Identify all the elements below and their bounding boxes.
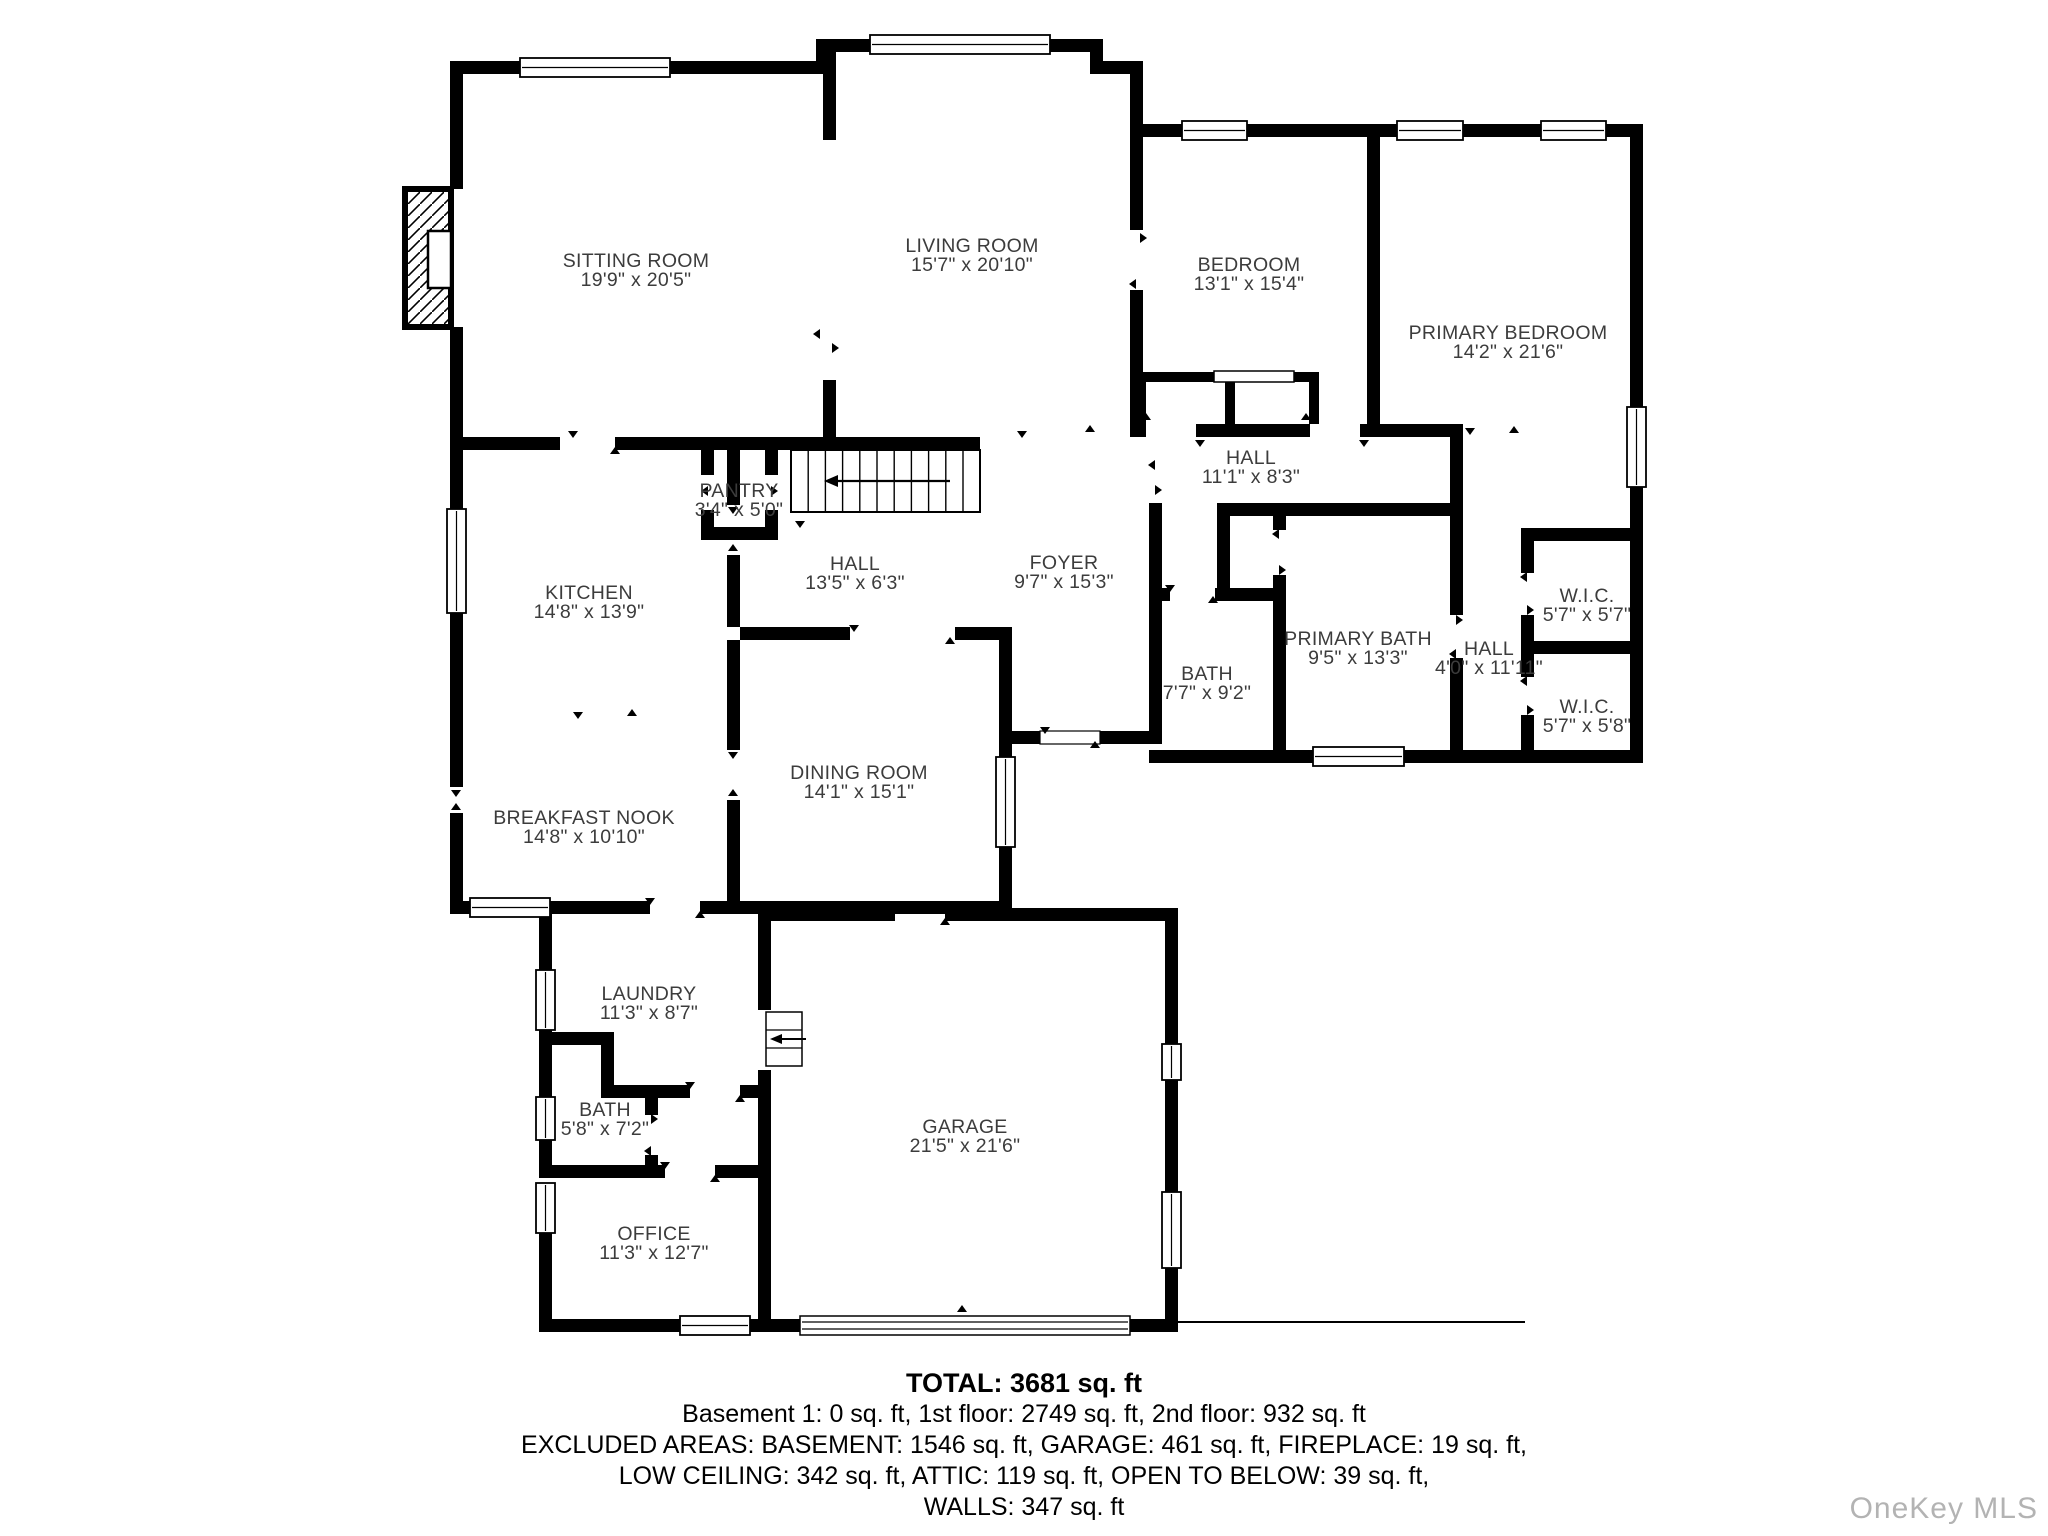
room-dims-dining-room: 14'1" x 15'1": [803, 781, 915, 803]
room-dims-living-room: 15'7" x 20'10": [911, 254, 1033, 276]
room-label-foyer: FOYER: [1029, 552, 1099, 574]
summary-excluded-line1: EXCLUDED AREAS: BASEMENT: 1546 sq. ft, GARAGE: 461 sq. ft, FIREPLACE: 19 sq. ft,: [521, 1431, 1527, 1459]
room-dims-sitting-room: 19'9" x 20'5": [580, 269, 692, 291]
room-dims-garage: 21'5" x 21'6": [909, 1135, 1021, 1157]
fireplace-icon: [405, 189, 451, 327]
watermark-onekey-mls: OneKey MLS: [1849, 1492, 2038, 1525]
room-dims-pantry: 3'4" x 5'0": [694, 499, 784, 521]
summary-floors: Basement 1: 0 sq. ft, 1st floor: 2749 sq. ft, 2nd floor: 932 sq. ft: [682, 1400, 1366, 1428]
room-dims-bath-lower: 5'8" x 7'2": [560, 1118, 650, 1140]
room-dims-hall-center: 13'5" x 6'3": [805, 572, 905, 594]
room-label-primary-bedroom: PRIMARY BEDROOM: [1408, 322, 1608, 344]
room-label-bath-center: BATH: [1181, 663, 1233, 685]
room-dims-wic-upper: 5'7" x 5'7": [1542, 604, 1632, 626]
room-dims-office: 11'3" x 12'7": [599, 1242, 709, 1264]
room-dims-primary-bedroom: 14'2" x 21'6": [1452, 341, 1564, 363]
windows-layer: [447, 35, 1646, 1335]
room-label-pantry: PANTRY: [699, 480, 779, 502]
room-label-bath-lower: BATH: [579, 1099, 631, 1121]
room-label-bed room: BEDROOM: [1197, 254, 1301, 276]
room-dims-bed room: 13'1" x 15'4": [1193, 273, 1305, 295]
area-summary: [0, 1368, 2048, 1523]
staircase-garage-steps-icon: [766, 1012, 806, 1066]
room-label-garage: GARAGE: [922, 1116, 1008, 1138]
room-label-laundry: LAUNDRY: [601, 983, 697, 1005]
room-label-wic-lower: W.I.C.: [1559, 696, 1615, 718]
room-label-hall-right: HALL: [1464, 638, 1514, 660]
room-label-living-room: LIVING ROOM: [905, 235, 1039, 257]
room-dims-kitchen: 14'8" x 13'9": [533, 601, 645, 623]
staircase-main-icon: [791, 450, 980, 512]
room-label-kitchen: KITCHEN: [545, 582, 633, 604]
room-dims-laundry: 11'3" x 8'7": [599, 1002, 699, 1024]
room-label-sitting-room: SITTING ROOM: [562, 250, 710, 272]
room-dims-primary-bath: 9'5" x 13'3": [1308, 647, 1408, 669]
room-label-hall-upper: HALL: [1226, 447, 1276, 469]
summary-total: TOTAL: 3681 sq. ft: [905, 1368, 1143, 1398]
summary-excluded-line2: LOW CEILING: 342 sq. ft, ATTIC: 119 sq. ft, OPEN TO BELOW: 39 sq. ft,: [618, 1462, 1430, 1490]
room-dims-hall-right: 4'0" x 11'11": [1435, 657, 1543, 679]
room-label-hall-center: HALL: [830, 553, 880, 575]
room-dims-bath-center: 7'7" x 9'2": [1162, 682, 1252, 704]
room-label-dining-room: DINING ROOM: [790, 762, 928, 784]
summary-excluded-line3: WALLS: 347 sq. ft: [923, 1493, 1125, 1521]
room-label-breakfast-nook: BREAKFAST NOOK: [493, 807, 675, 829]
room-dims-foyer: 9'7" x 15'3": [1014, 571, 1114, 593]
room-label-wic-upper: W.I.C.: [1559, 585, 1615, 607]
room-dims-wic-lower: 5'7" x 5'8": [1542, 715, 1632, 737]
room-label-office: OFFICE: [617, 1223, 691, 1245]
room-dims-hall-upper: 11'1" x 8'3": [1201, 466, 1301, 488]
room-label-primary-bath: PRIMARY BATH: [1284, 628, 1432, 650]
room-dims-breakfast-nook: 14'8" x 10'10": [523, 826, 645, 848]
